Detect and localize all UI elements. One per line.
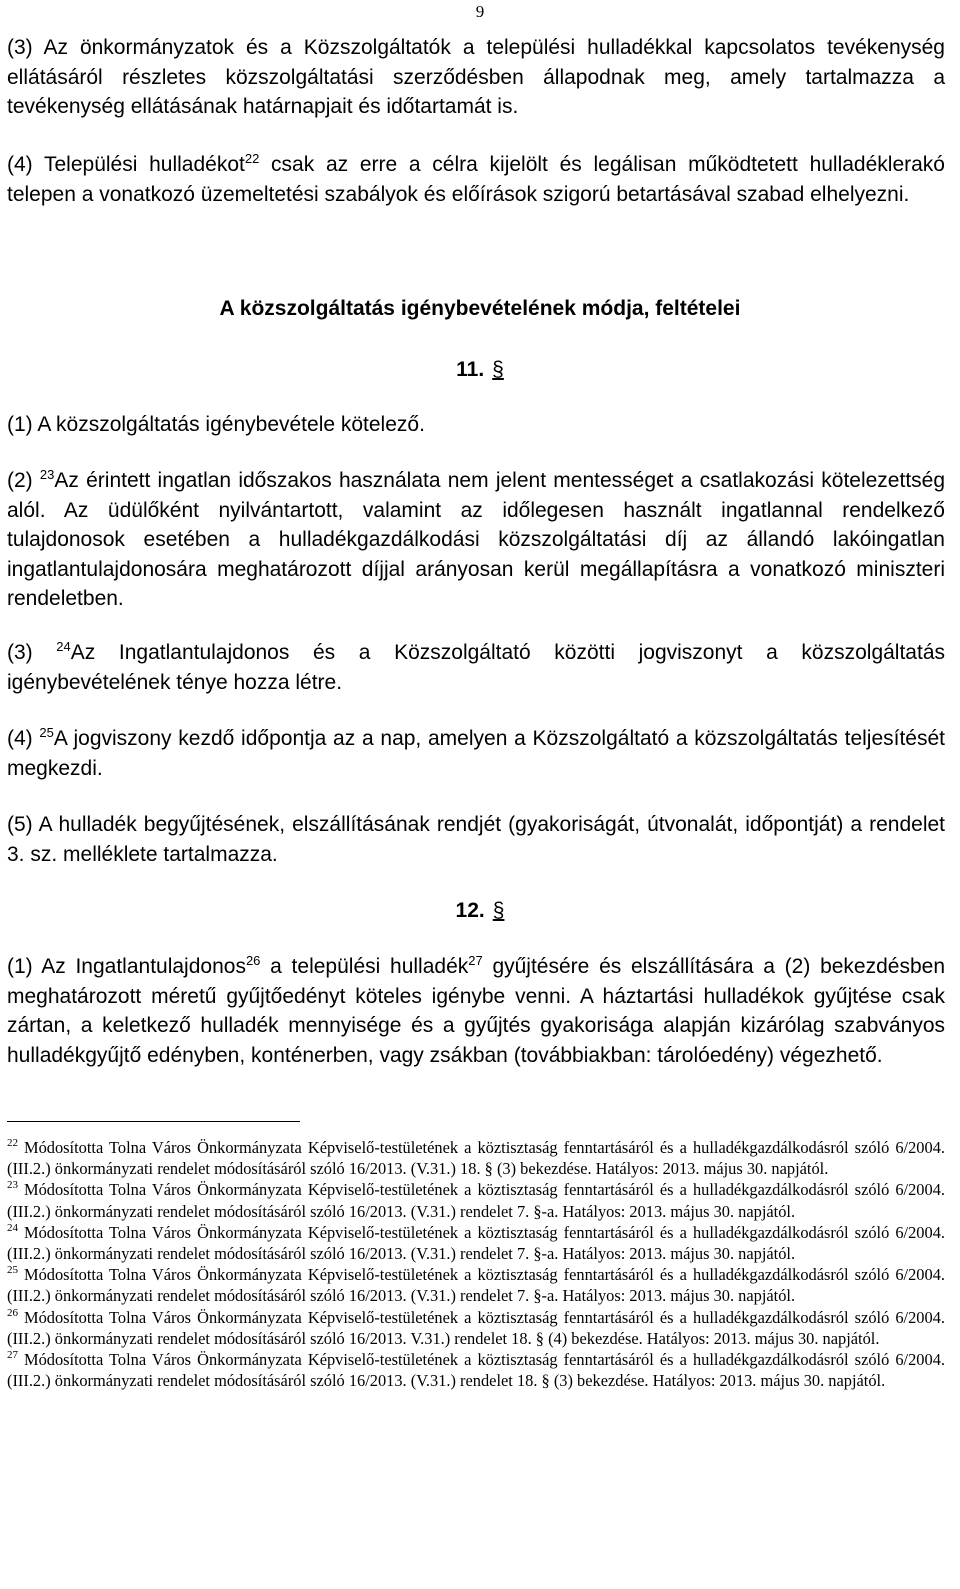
footnote-ref-25[interactable]: 25 (39, 725, 54, 740)
paragraph-12-1 (7, 952, 945, 1070)
paragraph-text: (2) (7, 469, 40, 492)
footnote-number: 22 (7, 1137, 18, 1149)
footnote-text: Módosította Tolna Város Önkormányzata Képviselő-testületének a köztisztaság fenntartásáról és a hulladékgazdálkodásról szóló 6/2004. (III.2.) önkormányzati rendelet módosításáról szóló 16/2013. V.31.) rendelet 18. § (4) bekezdése. Hatályos: 2013. május 30. napjától. (7, 1307, 945, 1348)
section-11-number (0, 355, 960, 384)
paragraph-3 (7, 33, 945, 122)
paragraph-11-1 (7, 410, 945, 440)
paragraph-11-3 (7, 638, 945, 697)
paragraph-text: (3) Az önkormányzatok és a Közszolgáltatók a települési hulladékkal kapcsolatos tevékenység ellátásáról részletes közszolgáltatási szerződésben állapodnak meg, amely tartalmazza a tevékenység ellátásának határnapjait és időtartamát is. (7, 36, 945, 118)
paragraph-text: (5) A hulladék begyűjtésének, elszállításának rendjét (gyakoriságát, útvonalát, időpontját) a rendelet 3. sz. melléklete tartalmazza. (7, 813, 945, 866)
footnote-text: Módosította Tolna Város Önkormányzata Képviselő-testületének a köztisztaság fenntartásáról és a hulladékgazdálkodásról szóló 6/2004. (III.2.) önkormányzati rendelet módosításáról szóló 16/2013. (V.31.) rendelet 18. § (3) bekezdése. Hatályos: 2013. május 30. napjától. (7, 1350, 945, 1391)
section-number-text: 12. (455, 899, 485, 922)
footnote-text: Módosította Tolna Város Önkormányzata Képviselő-testületének a köztisztaság fenntartásáról és a hulladékgazdálkodásról szóló 6/2004. (III.2.) önkormányzati rendelet módosításáról szóló 16/2013. (V.31.) 18. § (3) bekezdése. Hatályos: 2013. május 30. napjától. (7, 1138, 945, 1179)
footnote-27 (7, 1349, 945, 1391)
paragraph-text: (4) Települési hulladékot (7, 153, 245, 176)
paragraph-text: Az érintett ingatlan időszakos használata nem jelent mentességet a csatlakozási kötelezettség alól. Az üdülőként nyilvántartott, valamint az időlegesen használt ingatlannal rendelkező tulajdonosok esetében a hulladékgazdálkodási közszolgáltatási díj az állandó lakóingatlan ingatlantulajdonosára meghatározott díjjal arányosan kerül megállapításra a vonatkozó miniszteri rendeletben. (7, 469, 946, 610)
footnote-text: Módosította Tolna Város Önkormányzata Képviselő-testületének a köztisztaság fenntartásáról és a hulladékgazdálkodásról szóló 6/2004. (III.2.) önkormányzati rendelet módosításáról szóló 16/2013. (V.31.) rendelet 7. §-a. Hatályos: 2013. május 30. napjától. (7, 1265, 945, 1306)
footnote-23 (7, 1179, 945, 1221)
paragraph-4 (7, 150, 945, 209)
section-heading: A közszolgáltatás igénybevételének módja, feltételei (219, 297, 741, 320)
paragraph-text: Az Ingatlantulajdonos és a Közszolgáltató közötti jogviszonyt a közszolgáltatás igénybevételének ténye hozza létre. (7, 641, 945, 694)
section-symbol: § (492, 358, 504, 381)
paragraph-11-4 (7, 724, 945, 783)
footnote-number: 24 (7, 1221, 18, 1234)
paragraph-text: gyűjtésére és elszállítására a (2) bekezdésben meghatározott méretű gyűjtőedényt köteles igénybe venni. A háztartási hulladékok gyűjtése csak zártan, a keletkező hulladék mennyisége és a gyűjtés gyakorisága alapján kizárólag szabványos hulladékgyűjtő edényben, konténerben, vagy zsákban (továbbiakban: tárolóedény) végezhető. (7, 955, 945, 1067)
footnote-number: 23 (7, 1179, 18, 1192)
footnote-ref-24[interactable]: 24 (56, 639, 71, 654)
footnote-number: 27 (7, 1349, 18, 1362)
footnote-26 (7, 1307, 945, 1349)
footnote-number: 26 (7, 1306, 18, 1319)
footnote-ref-26[interactable]: 26 (245, 953, 261, 968)
footnote-ref-22[interactable]: 22 (244, 151, 260, 166)
paragraph-text: (1) A közszolgáltatás igénybevétele kötelező. (7, 413, 425, 436)
footnote-22 (7, 1137, 945, 1179)
footnote-25 (7, 1264, 945, 1306)
section-number-text: 11. (456, 358, 485, 381)
section-symbol: § (492, 899, 505, 922)
paragraph-text: A jogviszony kezdő időpontja az a nap, amelyen a Közszolgáltató a közszolgáltatás teljesítését megkezdi. (7, 727, 946, 780)
section-12-number (0, 896, 960, 925)
footnote-text: Módosította Tolna Város Önkormányzata Képviselő-testületének a köztisztaság fenntartásáról és a hulladékgazdálkodásról szóló 6/2004. (III.2.) önkormányzati rendelet módosításáról szóló 16/2013. (V.31.) rendelet 7. §-a. Hatályos: 2013. május 30. napjától. (7, 1180, 945, 1221)
page-number: 9 (475, 2, 485, 21)
paragraph-text: csak az erre a célra kijelölt és legálisan működtetett hulladéklerakó telepen a vonatkozó üzemeltetési szabályok és előírások szigorú betartásával szabad elhelyezni. (7, 153, 945, 206)
paragraph-text: (1) Az Ingatlantulajdonos (7, 955, 246, 978)
footnote-24 (7, 1222, 945, 1264)
footnote-text: Módosította Tolna Város Önkormányzata Képviselő-testületének a köztisztaság fenntartásáról és a hulladékgazdálkodásról szóló 6/2004. (III.2.) önkormányzati rendelet módosításáról szóló 16/2013. (V.31.) rendelet 7. §-a. Hatályos: 2013. május 30. napjától. (7, 1222, 945, 1264)
paragraph-text: (3) (7, 641, 57, 664)
paragraph-text: a települési hulladék (260, 955, 469, 978)
footnote-ref-23[interactable]: 23 (39, 467, 55, 482)
paragraph-11-5 (7, 810, 945, 869)
paragraph-text: (4) (7, 727, 40, 750)
footnote-separator (7, 1121, 300, 1122)
footnotes (7, 1137, 945, 1391)
paragraph-11-2 (7, 466, 945, 614)
footnote-ref-27[interactable]: 27 (468, 953, 483, 968)
footnote-number: 25 (7, 1264, 18, 1277)
